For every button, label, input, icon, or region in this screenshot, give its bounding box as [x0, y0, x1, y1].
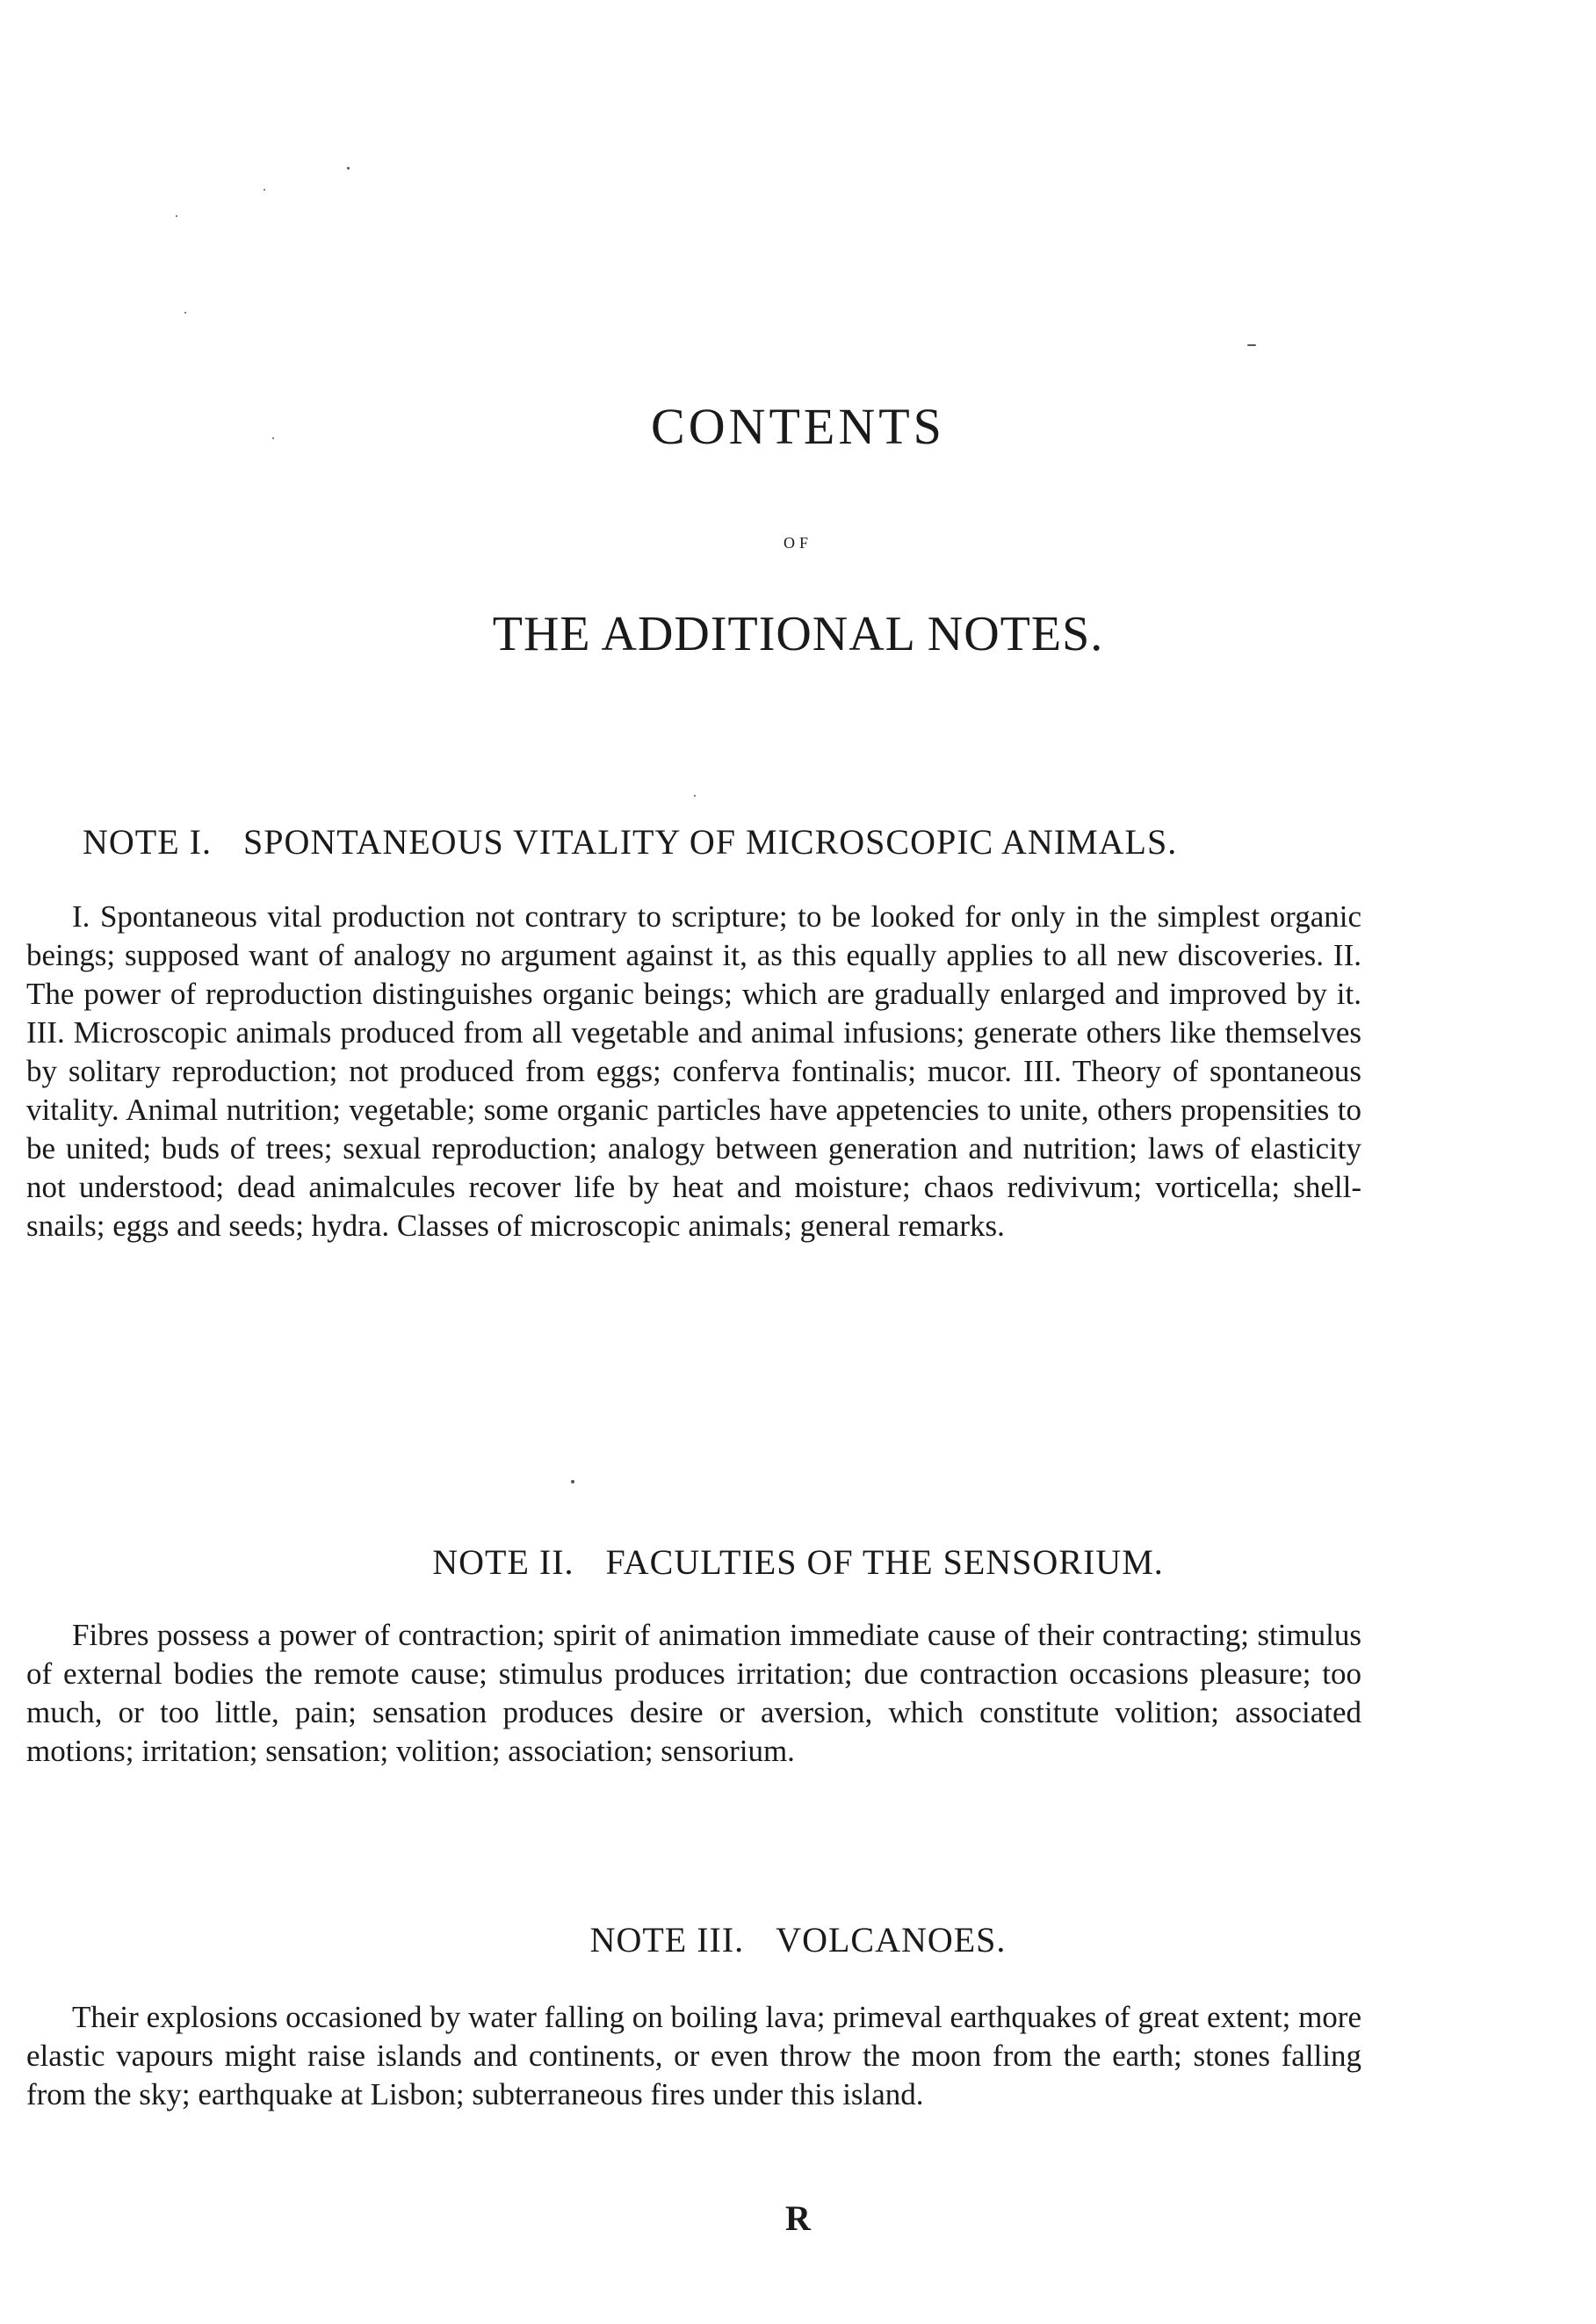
- scan-speck: [1247, 344, 1256, 346]
- note-2-label: NOTE II.: [432, 1542, 574, 1582]
- scan-speck: [264, 189, 265, 191]
- note-1-title: SPONTANEOUS VITALITY OF MICROSCOPIC ANIMALS.: [242, 822, 1178, 862]
- note-3-heading: [0, 1919, 1596, 1960]
- signature-mark: R: [785, 2198, 811, 2238]
- title-connector: OF: [783, 534, 812, 552]
- note-3-text: Their explosions occasioned by water falling on boiling lava; primeval earthquakes of great extent; more elastic vapours might raise islands and continents, or even throw the moon from the earth; stones falling from the sky; earthquake at Lisbon; subterraneous fires under this island.: [26, 2000, 1361, 2111]
- note-3-title: VOLCANOES.: [776, 1920, 1007, 1960]
- note-1-text: I. Spontaneous vital production not contrary to scripture; to be looked for only in the simplest organic beings; supposed want of analogy no argument against it, as this equally applies to all new discoveries. II. The power of reproduction distinguishes organic beings; which are gradually enlarged and improved by it. III. Microscopic animals produced from all vegetable and animal infusions; generate others like themselves by solitary reproduction; not produced from eggs; conferva fontinalis; mucor. III. Theory of spontaneous vitality. Animal nutrition; vegetable; some organic particles have appetencies to unite, others propensities to be united; buds of trees; sexual reproduction; analogy between generation and nutrition; laws of elasticity not understood; dead animalcules recover life by heat and moisture; chaos redivivum; vorticella; shell-snails; eggs and seeds; hydra. Classes of microscopic animals; general remarks.: [26, 899, 1361, 1243]
- note-1-label: NOTE I.: [83, 822, 212, 862]
- page-title: CONTENTS: [651, 398, 945, 455]
- note-2-text: Fibres possess a power of contraction; spirit of animation immediate cause of their contracting; stimulus of external bodies the remote cause; stimulus produces irritation; due contraction occasions pleasure; too much, or too little, pain; sensation produces desire or aversion, which constitute volition; associated motions; irritation; sensation; volition; association; sensorium.: [26, 1618, 1361, 1768]
- note-1-heading: [83, 821, 1339, 862]
- scan-speck: [694, 795, 696, 797]
- scan-speck: [184, 312, 186, 314]
- scan-speck: [176, 215, 177, 217]
- page-subtitle: THE ADDITIONAL NOTES.: [492, 607, 1104, 661]
- scan-speck: [347, 167, 350, 170]
- scan-speck: [571, 1480, 574, 1483]
- note-1-body: [26, 898, 1361, 1245]
- note-2-body: [26, 1616, 1361, 1771]
- note-3-body: [26, 1998, 1361, 2114]
- note-2-heading: [0, 1541, 1596, 1583]
- note-2-title: FACULTIES OF THE SENSORIUM.: [605, 1542, 1164, 1582]
- note-3-label: NOTE III.: [589, 1920, 745, 1960]
